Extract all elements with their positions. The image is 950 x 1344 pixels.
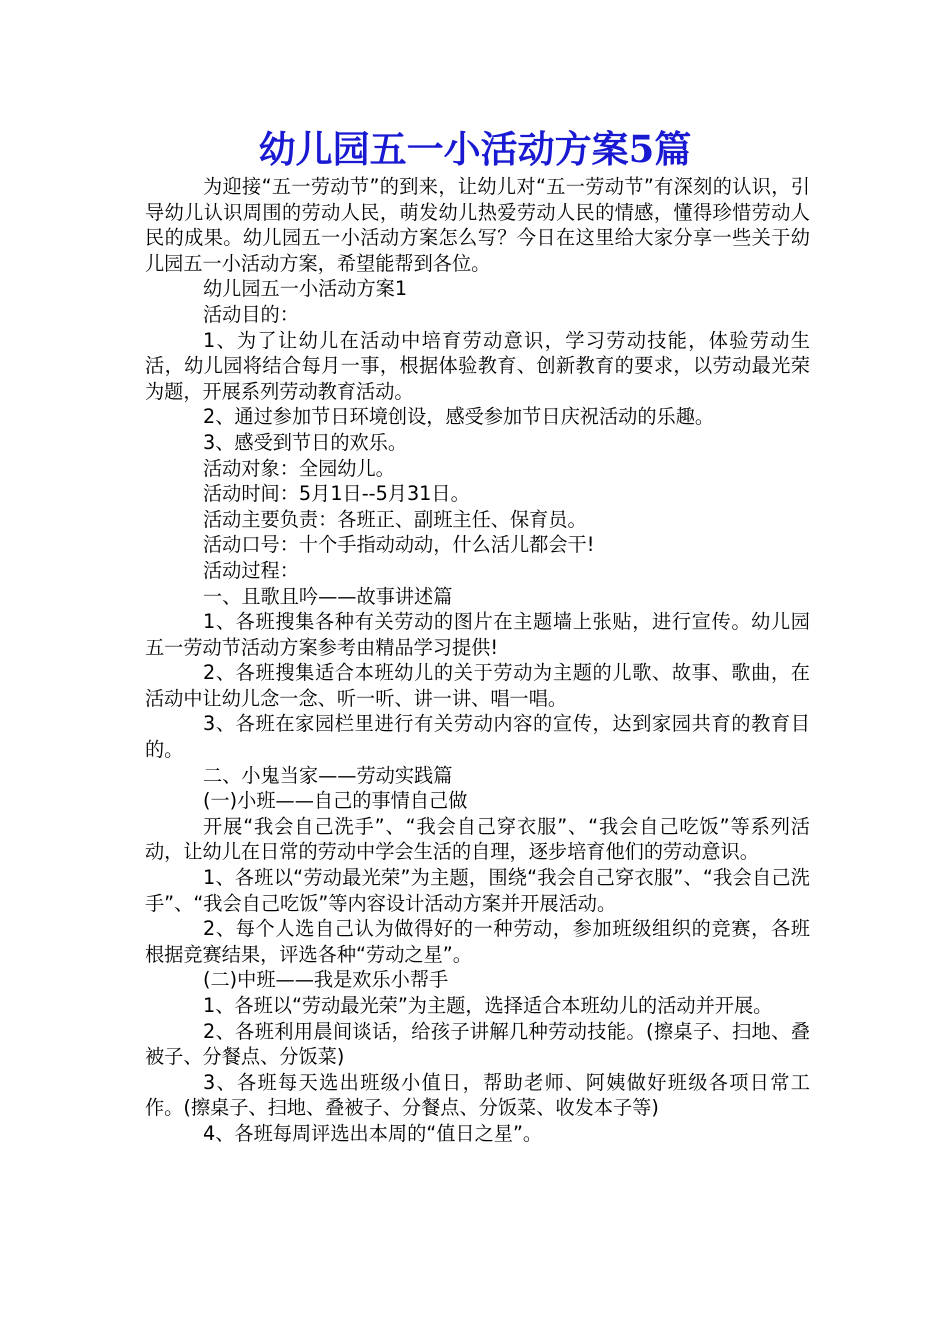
paragraph: 2、各班利用晨间谈话，给孩子讲解几种劳动技能。(擦桌子、扫地、叠被子、分餐点、分饭菜) bbox=[145, 1019, 810, 1069]
paragraph: 3、感受到节日的欢乐。 bbox=[203, 430, 408, 454]
paragraph: 2、每个人选自己认为做得好的一种劳动，参加班级组织的竞赛，各班根据竞赛结果，评选各种“劳动之星”。 bbox=[145, 917, 810, 966]
document-title: 幼儿园五一小活动方案5篇 bbox=[258, 127, 692, 171]
paragraph: 1、为了让幼儿在活动中培育劳动意识，学习劳动技能，体验劳动生活，幼儿园将结合每月一事，根据体验教育、创新教育的要求，以劳动最光荣为题，开展系列劳动教育活动。 bbox=[145, 328, 810, 403]
document-body bbox=[145, 174, 810, 1147]
subsection-heading: (一)小班——自己的事情自己做 bbox=[203, 789, 468, 813]
section-heading: 幼儿园五一小活动方案1 bbox=[203, 277, 408, 301]
paragraph: 活动时间：5月1日--5月31日。 bbox=[203, 482, 470, 506]
subsection-heading: (二)中班——我是欢乐小帮手 bbox=[203, 968, 449, 992]
paragraph: 活动对象：全园幼儿。 bbox=[203, 456, 395, 480]
paragraph: 开展“我会自己洗手”、“我会自己穿衣服”、“我会自己吃饭”等系列活动，让幼儿在日常的劳动中学会生活的自理，逐步培育他们的劳动意识。 bbox=[145, 814, 810, 864]
paragraph: 2、通过参加节日环境创设，感受参加节日庆祝活动的乐趣。 bbox=[203, 405, 715, 429]
paragraph: 1、各班搜集各种有关劳动的图片在主题墙上张贴，进行宣传。幼儿园五一劳动节活动方案参考由精品学习提供! bbox=[145, 610, 810, 659]
paragraph: 1、各班以“劳动最光荣”为主题，围绕“我会自己穿衣服”、“我会自己洗手”、“我会自己吃饭”等内容设计活动方案并开展活动。 bbox=[145, 866, 810, 915]
paragraph: 3、各班每天选出班级小值日，帮助老师、阿姨做好班级各项日常工作。(擦桌子、扫地、叠被子、分餐点、分饭菜、收发本子等) bbox=[145, 1070, 810, 1120]
paragraph: 活动口号：十个手指动动动，什么活儿都会干! bbox=[203, 533, 595, 557]
paragraph: 活动主要负责：各班正、副班主任、保育员。 bbox=[203, 507, 587, 531]
paragraph: 活动过程： bbox=[203, 558, 299, 582]
paragraph: 4、各班每周评选出本周的“值日之星”。 bbox=[203, 1121, 543, 1145]
paragraph: 1、各班以“劳动最光荣”为主题，选择适合本班幼儿的活动并开展。 bbox=[203, 994, 773, 1017]
intro-paragraph: 为迎接“五一劳动节”的到来，让幼儿对“五一劳动节”有深刻的认识，引导幼儿认识周围的劳动人民，萌发幼儿热爱劳动人民的情感，懂得珍惜劳动人民的成果。幼儿园五一小活动方案怎么写？今日在这里给大家分享一些关于幼儿园五一小活动方案，希望能帮到各位。 bbox=[145, 175, 810, 275]
paragraph: 2、各班搜集适合本班幼儿的关于劳动为主题的儿歌、故事、歌曲，在活动中让幼儿念一念、听一听、讲一讲、唱一唱。 bbox=[145, 661, 810, 710]
subsection-heading: 二、小鬼当家——劳动实践篇 bbox=[203, 763, 453, 787]
paragraph: 3、各班在家园栏里进行有关劳动内容的宣传，达到家园共育的教育目的。 bbox=[145, 712, 810, 762]
paragraph: 活动目的： bbox=[203, 302, 299, 326]
subsection-heading: 一、且歌且吟——故事讲述篇 bbox=[203, 584, 453, 608]
